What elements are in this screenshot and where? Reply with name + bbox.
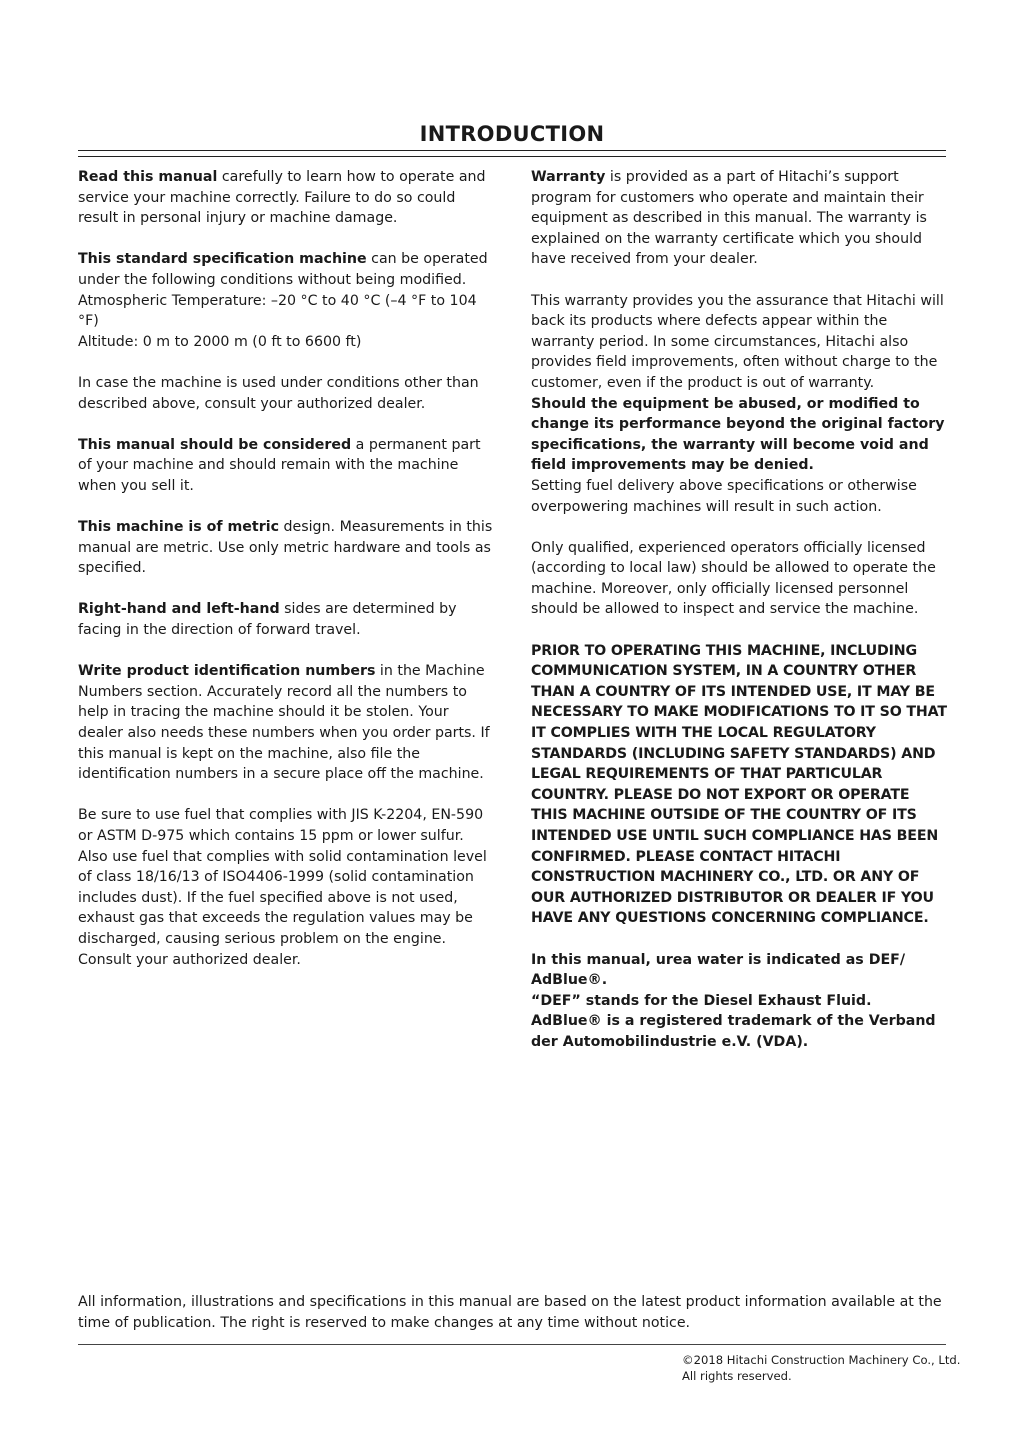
- paragraph-lead: Warranty: [531, 169, 606, 185]
- paragraph-lead: This standard specification machine: [78, 251, 367, 268]
- paragraph-lead: Read this manual: [78, 169, 218, 185]
- page-title: INTRODUCTION: [419, 122, 605, 146]
- paragraph-lead: Right-hand and left-hand: [78, 601, 280, 618]
- paragraph-standard-spec: [78, 249, 496, 290]
- paragraph-text: design. Measurements in this manual are metric. Use only metric hardware and tools as specified.: [78, 519, 493, 577]
- spec-temperature: Atmospheric Temperature: –20 °C to 40 °C (–4 °F to 104 °F): [78, 292, 477, 330]
- paragraph-lead: This manual should be considered: [78, 436, 352, 453]
- paragraph-fuel-delivery: Setting fuel delivery above specifications or otherwise overpowering machines will result in such action.: [531, 477, 917, 515]
- paragraph-text: sides are determined by facing in the direction of forward travel.: [78, 601, 457, 639]
- title-double-rule: [78, 150, 946, 157]
- warning-export-compliance: PRIOR TO OPERATING THIS MACHINE, INCLUDING COMMUNICATION SYSTEM, IN A COUNTRY OTHER THAN A COUNTRY OF ITS INTENDED USE, IT MAY BE NECESSARY TO MAKE MODIFICATIONS TO IT SO THAT IT COMPLIES WITH THE LOCAL REGULATORY STANDARDS (INCLUDING SAFETY STANDARDS) AND LEGAL REQUIREMENTS OF THAT PARTICULAR COUNTRY. PLEASE DO NOT EXPORT OR OPERATE THIS MACHINE OUTSIDE OF THE COUNTRY OF ITS INTENDED USE UNTIL SUCH COMPLIANCE HAS BEEN CONFIRMED. PLEASE CONTACT HITACHI CONSTRUCTION MACHINERY CO., LTD. OR ANY OF OUR AUTHORIZED DISTRIBUTOR OR DEALER IF YOU HAVE ANY QUESTIONS CONCERNING COMPLIANCE.: [531, 642, 947, 927]
- footer-disclaimer: All information, illustrations and specifications in this manual are based on the latest product information available at the time of publication. The right is reserved to make changes at any time without notice.: [78, 1294, 942, 1331]
- left-column: [78, 167, 496, 991]
- paragraph-fuel: Be sure to use fuel that complies with JIS K-2204, EN-590 or ASTM D-975 which contains 15 ppm or lower sulfur. Also use fuel that complies with solid contamination level of class 18/16/13 of ISO4406-1999 (solid contamination includes dust). If the fuel specified above is not used, exhaust gas that exceeds the regulation values may be discharged, causing serious problem on the engine. Consult your authorized dealer.: [78, 807, 487, 968]
- copyright-line-2: All rights reserved.: [682, 1368, 792, 1383]
- paragraph-identification-numbers: [78, 661, 496, 785]
- warning-warranty-void: Should the equipment be abused, or modified to change its performance beyond the original factory specifications, the warranty will become void and field improvements may be denied.: [531, 395, 945, 474]
- paragraph-read-manual: [78, 167, 496, 229]
- paragraph-other-conditions: In case the machine is used under conditions other than described above, consult your authorized dealer.: [78, 374, 479, 412]
- copyright-line-1: ©2018 Hitachi Construction Machinery Co., Ltd.: [682, 1353, 961, 1367]
- paragraph-metric: [78, 517, 496, 579]
- right-column: [531, 167, 949, 1053]
- note-urea-water: In this manual, urea water is indicated as DEF/ AdBlue®.: [531, 951, 906, 989]
- footer-rule: [78, 1344, 946, 1345]
- paragraph-warranty-assurance: This warranty provides you the assurance that Hitachi will back its products where defects appear within the warranty period. In some circumstances, Hitachi also provides field improvements, often without charge to the customer, even if the product is out of warranty.: [531, 292, 944, 391]
- note-adblue-trademark: AdBlue® is a registered trademark of the Verband der Automobilindustrie e.V. (VDA).: [531, 1013, 936, 1050]
- paragraph-lead: This machine is of metric: [78, 519, 279, 536]
- paragraph-text: in the Machine Numbers section. Accurately record all the numbers to help in tracing the machine should it be stolen. Your dealer also needs these numbers when you order parts. If this manual is kept on the machine, also file the identification numbers in a secure place off the machine.: [78, 663, 490, 783]
- copyright: [682, 1353, 960, 1384]
- paragraph-qualified-operators: Only qualified, experienced operators officially licensed (according to local law) should be allowed to operate the machine. Moreover, only officially licensed personnel should be allowed to inspect and service the machine.: [531, 539, 936, 618]
- paragraph-warranty: [531, 167, 949, 270]
- paragraph-text: a permanent part of your machine and should remain with the machine when you sell it.: [78, 436, 481, 494]
- note-def-definition: “DEF” stands for the Diesel Exhaust Fluid.: [531, 992, 872, 1009]
- paragraph-hand-sides: [78, 599, 496, 640]
- paragraph-lead: Write product identification numbers: [78, 663, 376, 680]
- paragraph-text: is provided as a part of Hitachi’s support program for customers who operate and maintain their equipment as described in this manual. The warranty is explained on the warranty certificate which you should have received from your dealer.: [531, 169, 927, 268]
- spec-altitude: Altitude: 0 m to 2000 m (0 ft to 6600 ft): [78, 333, 362, 350]
- paragraph-permanent-part: [78, 435, 496, 497]
- paragraph-text: can be operated under the following conditions without being modified.: [78, 251, 488, 288]
- paragraph-text: carefully to learn how to operate and service your machine correctly. Failure to do so could result in personal injury or machine damage.: [78, 169, 486, 227]
